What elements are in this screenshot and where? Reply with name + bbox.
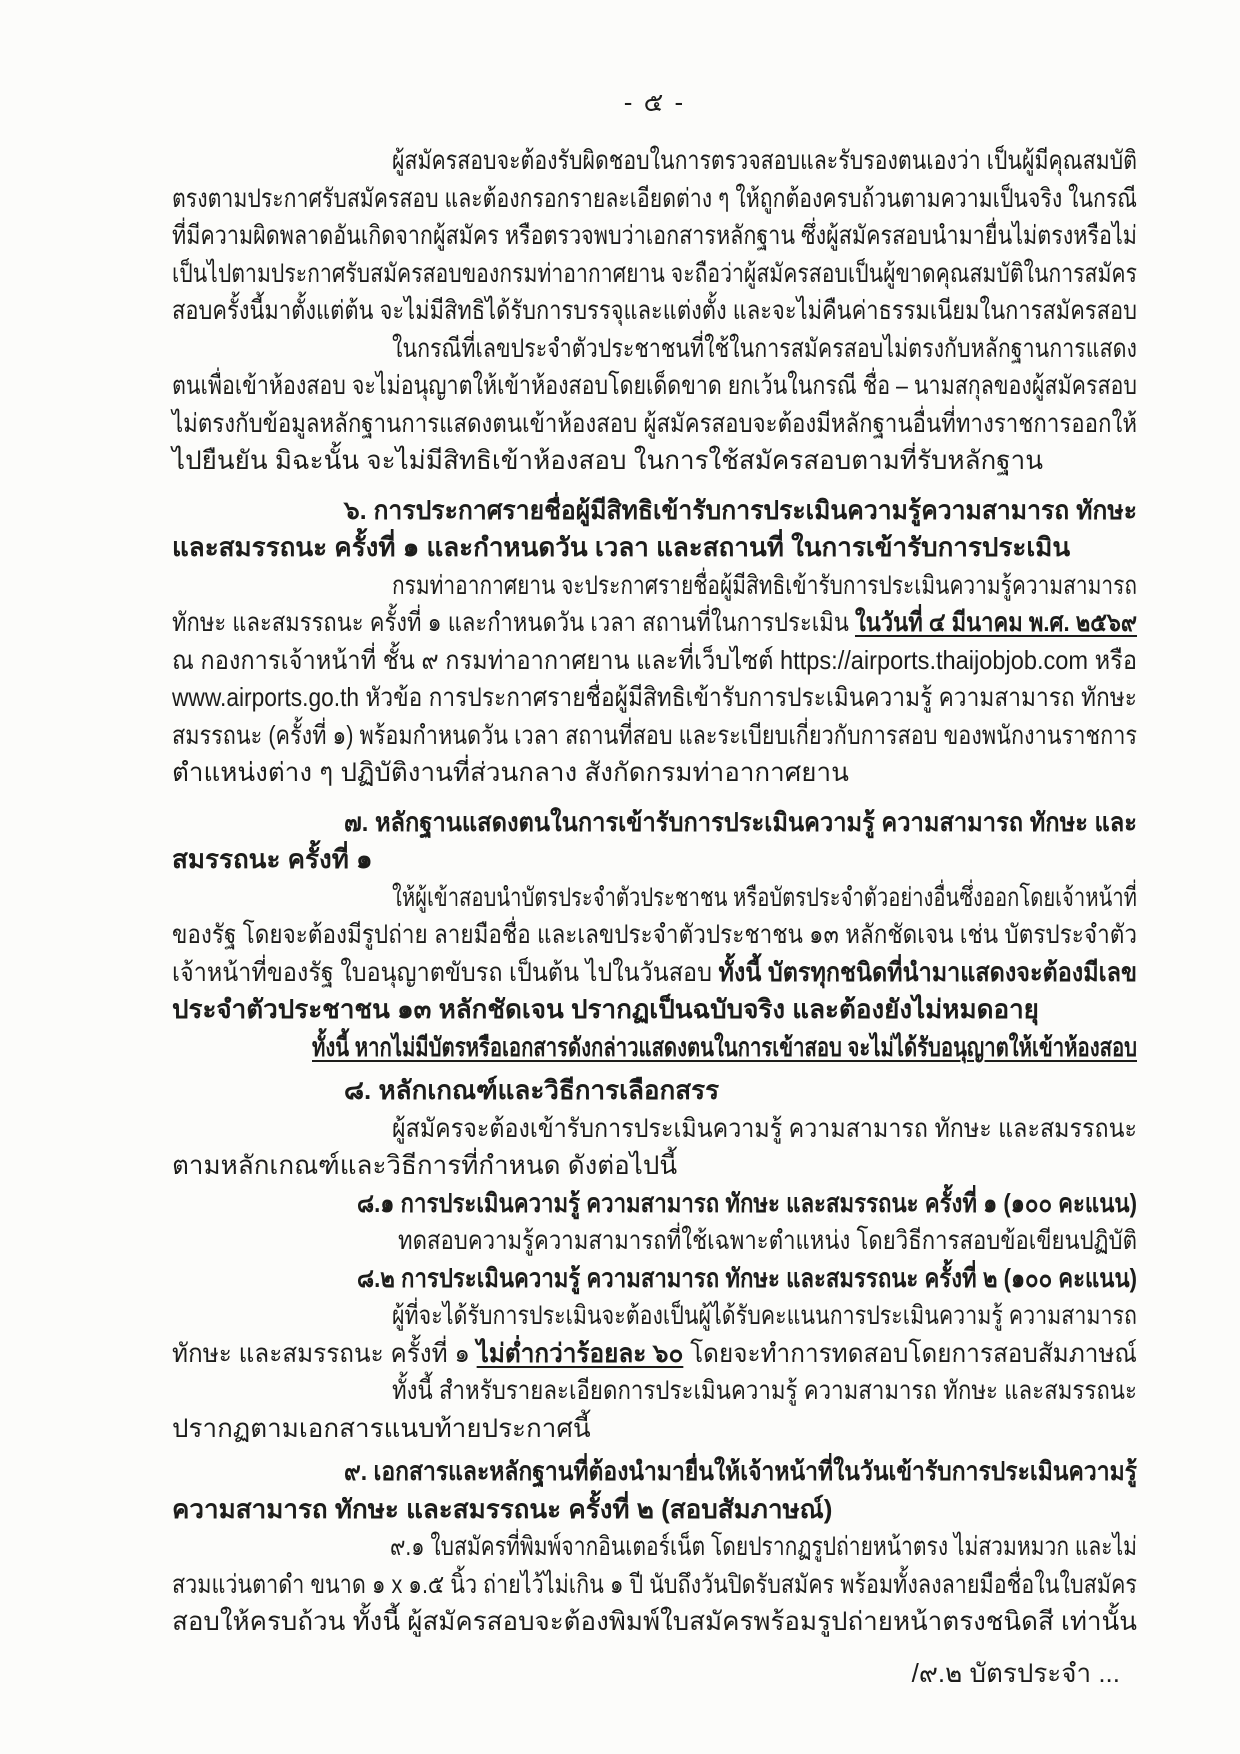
passing-score-line [172,1335,1137,1373]
section-8-body-line [392,1110,1137,1148]
text-segment: ไม่ตรงกับข้อมูลหลักฐานการแสดงตนเข้าห้องสอบ ผู้สมัครสอบจะต้องมีหลักฐานอื่นที่ทางราชการออกให้ [172,407,1137,438]
no-card-warning-line [312,1029,1137,1067]
text-segment: สมรรถนะ (ครั้งที่ ๑) พร้อมกำหนดวัน เวลา สถานที่สอบ และระเบียบเกี่ยวกับการสอบ ของพนักงานราชการ [172,719,1137,750]
item-9-1-line [172,1566,1137,1604]
section-7-body-line [172,954,1137,992]
text-segment: ตำแหน่งต่าง ๆ ปฏิบัติงานที่ส่วนกลาง สังกัดกรมท่าอากาศยาน [172,757,849,787]
line-text [172,405,1137,443]
page-number: - ๕ - [623,87,686,117]
line-text [172,1566,1137,1604]
emphasized-text: ๘. หลักเกณฑ์และวิธีการเลือกสรร [344,1075,720,1105]
text-segment: ของรัฐ โดยจะต้องมีรูปถ่าย ลายมือชื่อ และเลขประจำตัวประชาชน ๑๓ หลักชัดเจน เช่น บัตรประจำตัว [172,919,1137,949]
text-segment: กรมท่าอากาศยาน จะประกาศรายชื่อผู้มีสิทธิเข้ารับการประเมินความรู้ความสามารถ [392,569,1137,600]
line-text [357,1185,1137,1223]
emphasized-text: ในวันที่ ๔ มีนาคม พ.ศ. ๒๕๖๙ [854,607,1137,637]
line-text [172,642,1137,680]
text-segment: ผู้ที่จะได้รับการประเมินจะต้องเป็นผู้ได้รับคะแนนการประเมินความรู้ ความสามารถ [392,1300,1137,1330]
section-6-body-line [392,567,1137,605]
emphasized-text: ๖. การประกาศรายชื่อผู้มีสิทธิเข้ารับการประเมินความรู้ความสามารถ ทักษะ [344,494,1137,525]
item-8-2-body-line [392,1372,1137,1410]
section-6-body-line [172,717,1137,755]
text-segment: เป็นไปตามประกาศรับสมัครสอบของกรมท่าอากาศยาน จะถือว่าผู้สมัครสอบเป็นผู้ขาดคุณสมบัติในการสมัคร [172,257,1137,288]
line-text [392,567,1137,605]
line-text [392,879,1137,917]
para-id-number-line [172,405,1137,443]
line-text [344,1072,719,1110]
emphasized-text: ทั้งนี้ หากไม่มีบัตรหรือเอกสารดังกล่าวแสดงตนในการเข้าสอบ จะไม่ได้รับอนุญาตให้เข้าห้องสอบ [312,1031,1137,1062]
section-7-body-line [172,991,1137,1029]
line-text [172,442,1043,480]
section-6-body-line [172,679,1137,717]
line-text [344,492,1137,530]
text-segment: ทักษะ และสมรรถนะ ครั้งที่ ๑ [172,1337,477,1368]
section-7-heading-line-1 [344,804,1137,842]
line-text [392,330,1137,368]
para-id-number-line [172,367,1137,405]
continuation-marker: /๙.๒ บัตรประจำ ... [911,1658,1120,1688]
text-segment: เจ้าหน้าที่ของรัฐ ใบอนุญาตขับรถ เป็นต้น ไปในวันสอบ [172,956,719,987]
item-8-2-body-line [172,1410,1137,1448]
emphasized-text: ๘.๒ การประเมินความรู้ ความสามารถ ทักษะ และสมรรถนะ ครั้งที่ ๒ (๑๐๐ คะแนน) [357,1262,1137,1293]
section-6-body-line [172,642,1137,680]
text-segment: ไปยืนยัน มิฉะนั้น จะไม่มีสิทธิเข้าห้องสอบ ในการใช้สมัครสอบตามที่รับหลักฐาน [172,445,1043,475]
text-segment: ตามหลักเกณฑ์และวิธีการที่กำหนด ดังต่อไปนี้ [172,1150,678,1180]
para-responsibility-line [172,292,1137,330]
emphasized-text: สมรรถนะ ครั้งที่ ๑ [172,844,373,874]
item-8-1-body-line [398,1222,1137,1260]
section-6-body-line [172,754,1137,792]
text-segment: www.airports.go.th หัวข้อ การประกาศรายชื่อผู้มีสิทธิเข้ารับการประเมินความรู้ ความสามารถ ทักษะ [172,682,1137,712]
item-9-1-line [172,1603,1137,1641]
text-segment: ทดสอบความรู้ความสามารถที่ใช้เฉพาะตำแหน่ง โดยวิธีการสอบข้อเขียนปฏิบัติ [398,1225,1137,1255]
section-8-body-line [172,1147,1137,1185]
line-text [172,1147,677,1185]
text-segment: ณ กองการเจ้าหน้าที่ ชั้น ๙ กรมท่าอากาศยาน และที่เว็บไซต์ https://airports.thaijobjob.com หรือ [172,644,1137,675]
section-6-heading-line-2 [172,529,1137,567]
emphasized-text: ไม่ต่ำกว่าร้อยละ ๖๐ [476,1337,684,1368]
text-segment: สวมแว่นตาดำ ขนาด ๑ x ๑.๕ นิ้ว ถ่ายไว้ไม่เกิน ๑ ปี นับถึงวันปิดรับสมัคร พร้อมทั้งลงลายมือชื่อในใบสมัคร [172,1568,1137,1599]
line-text [344,1453,1137,1491]
line-text [172,1410,591,1448]
section-8-heading [344,1072,1137,1110]
line-text [172,604,1137,642]
text-segment: ทักษะ และสมรรถนะ ครั้งที่ ๑ และกำหนดวัน เวลา สถานที่ในการประเมิน [172,607,855,637]
emphasized-text: ๙. เอกสารและหลักฐานที่ต้องนำมายื่นให้เจ้าหน้าที่ในวันเข้ารับการประเมินความรู้ [344,1456,1137,1486]
line-text [172,679,1137,717]
line-text [357,1260,1137,1298]
section-9-heading-line-2 [172,1491,1137,1529]
line-text [172,529,1070,567]
line-text [398,1222,1137,1260]
line-text [172,292,1137,330]
para-id-number-line [172,442,1137,480]
line-text [172,841,373,879]
text-segment: ผู้สมัครสอบจะต้องรับผิดชอบในการตรวจสอบและรับรองตนเองว่า เป็นผู้มีคุณสมบัติ [392,145,1137,175]
text-segment: สอบครั้งนี้มาตั้งแต่ต้น จะไม่มีสิทธิได้รับการบรรจุและแต่งตั้ง และจะไม่คืนค่าธรรมเนียมในการสมัครสอบ [172,295,1137,325]
para-id-number-line [392,330,1137,368]
line-text [172,217,1137,255]
text-segment: ตนเพื่อเข้าห้องสอบ จะไม่อนุญาตให้เข้าห้องสอบโดยเด็ดขาด ยกเว้นในกรณี ชื่อ – นามสกุลของผู้สมัครสอบ [172,370,1137,400]
line-text [172,367,1137,405]
emphasized-text: ความสามารถ ทักษะ และสมรรถนะ ครั้งที่ ๒ (สอบสัมภาษณ์) [172,1493,833,1524]
emphasized-text: ประจำตัวประชาชน ๑๓ หลักชัดเจน ปรากฏเป็นฉบับจริง และต้องยังไม่หมดอายุ [172,994,1039,1024]
line-text [172,954,1137,992]
line-text [172,180,1137,218]
line-text [172,1603,1137,1641]
emphasized-text: ๗. หลักฐานแสดงตนในการเข้ารับการประเมินความรู้ ความสามารถ ทักษะ และ [344,806,1137,837]
line-text [172,717,1137,755]
section-7-heading-line-2 [172,841,1137,879]
text-segment: สอบให้ครบถ้วน ทั้งนี้ ผู้สมัครสอบจะต้องพิมพ์ใบสมัครพร้อมรูปถ่ายหน้าตรงชนิดสี เท่านั้น [172,1606,1137,1636]
section-7-body-line [392,879,1137,917]
emphasized-text: ๘.๑ การประเมินความรู้ ความสามารถ ทักษะ และสมรรถนะ ครั้งที่ ๑ (๑๐๐ คะแนน) [357,1187,1137,1218]
line-text [172,991,1039,1029]
line-text [392,1372,1137,1410]
text-segment: ให้ผู้เข้าสอบนำบัตรประจำตัวประชาชน หรือบัตรประจำตัวอย่างอื่นซึ่งออกโดยเจ้าหน้าที่ [392,881,1137,912]
section-9-heading-line-1 [344,1453,1137,1491]
text-segment: ที่มีความผิดพลาดอันเกิดจากผู้สมัคร หรือตรวจพบว่าเอกสารหลักฐาน ซึ่งผู้สมัครสอบนำมายื่นไม่ตรงหรือไม่ [172,220,1137,250]
line-text [172,754,849,792]
line-text [172,1335,1137,1373]
para-responsibility-line [172,217,1137,255]
para-responsibility-line [172,255,1137,293]
document-body [172,142,1137,1641]
text-segment: ตรงตามประกาศรับสมัครสอบ และต้องกรอกรายละเอียดต่าง ๆ ให้ถูกต้องครบถ้วนตามความเป็นจริง ในกรณี [172,182,1137,213]
line-text [172,1491,832,1529]
para-responsibility-line [172,180,1137,218]
text-segment: ในกรณีที่เลขประจำตัวประชาชนที่ใช้ในการสมัครสอบไม่ตรงกับหลักฐานการแสดง [392,332,1137,363]
text-segment: โดยจะทำการทดสอบโดยการสอบสัมภาษณ์ [683,1337,1137,1368]
text-segment: ผู้สมัครจะต้องเข้ารับการประเมินความรู้ ความสามารถ ทักษะ และสมรรถนะ [392,1112,1137,1143]
item-9-1-line [390,1528,1137,1566]
text-segment: ปรากฏตามเอกสารแนบท้ายประกาศนี้ [172,1412,591,1443]
exam-date-line [172,604,1137,642]
line-text [172,916,1137,954]
item-8-2-body-line [392,1297,1137,1335]
section-6-heading-line-1 [344,492,1137,530]
line-text [392,142,1137,180]
line-text [344,804,1137,842]
emphasized-text: และสมรรถนะ ครั้งที่ ๑ และกำหนดวัน เวลา และสถานที่ ในการเข้ารับการประเมิน [172,532,1071,562]
item-8-1-heading [357,1185,1137,1223]
line-text [392,1110,1137,1148]
emphasized-text: ทั้งนี้ บัตรทุกชนิดที่นำมาแสดงจะต้องมีเลข [718,956,1137,987]
line-text [390,1528,1137,1566]
line-text [312,1029,1137,1067]
line-text [172,255,1137,293]
item-8-2-heading [357,1260,1137,1298]
line-text [392,1297,1137,1335]
para-responsibility-line [392,142,1137,180]
text-segment: ทั้งนี้ สำหรับรายละเอียดการประเมินความรู้ ความสามารถ ทักษะ และสมรรถนะ [392,1375,1137,1405]
section-7-body-line [172,916,1137,954]
text-segment: ๙.๑ ใบสมัครที่พิมพ์จากอินเตอร์เน็ต โดยปรากฏรูปถ่ายหน้าตรง ไม่สวมหมวก และไม่ [390,1531,1137,1561]
